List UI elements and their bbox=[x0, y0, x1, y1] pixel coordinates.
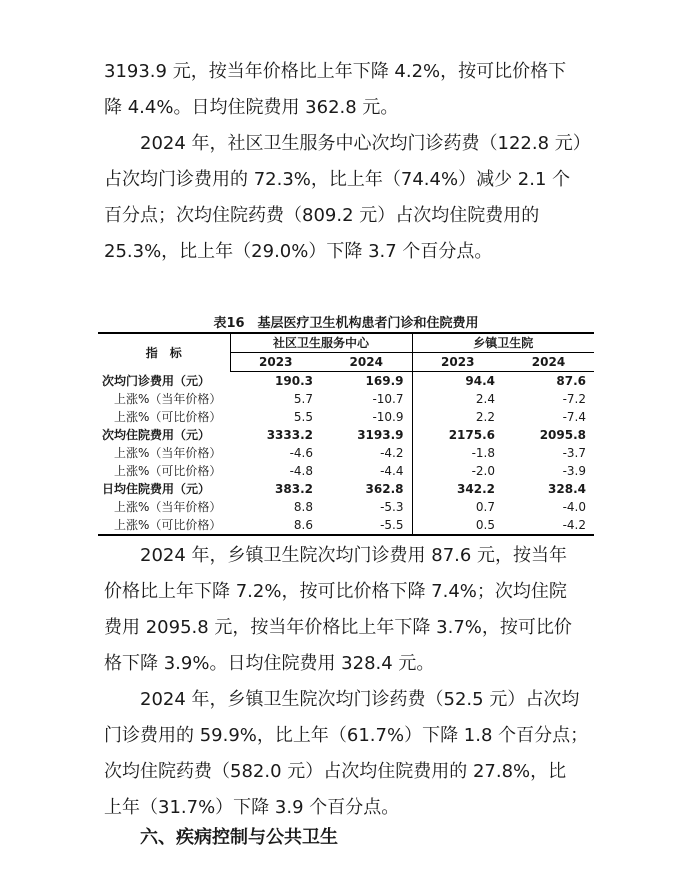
cell-value: 5.5 bbox=[293, 410, 313, 424]
text-line: 2024 年，社区卫生服务中心次均门诊药费（122.8 元） bbox=[104, 133, 591, 154]
cell-value: -4.2 bbox=[321, 444, 412, 462]
row-label: 上涨%（可比价格） bbox=[114, 410, 222, 424]
paragraph-outpatient-continued bbox=[104, 54, 594, 126]
cell-value: -3.7 bbox=[562, 446, 586, 460]
cell-value: 328.4 bbox=[548, 482, 586, 496]
header-indicator: 指 标 bbox=[98, 333, 230, 372]
cell-value: 94.4 bbox=[465, 374, 495, 388]
cell-value: -4.8 bbox=[289, 464, 313, 478]
cell-value: -5.3 bbox=[321, 498, 412, 516]
text-line: 降 4.4%。日均住院费用 362.8 元。 bbox=[104, 97, 399, 118]
table-row bbox=[98, 498, 594, 516]
paragraph-township-costs bbox=[104, 538, 594, 682]
table-caption: 表16 基层医疗卫生机构患者门诊和住院费用 bbox=[213, 316, 479, 331]
cell-value: -4.2 bbox=[503, 516, 594, 535]
text-line: 25.3%，比上年（29.0%）下降 3.7 个百分点。 bbox=[104, 241, 493, 262]
table-row bbox=[98, 390, 594, 408]
table-row bbox=[98, 372, 594, 391]
header-year: 2024 bbox=[321, 353, 412, 372]
row-label: 日均住院费用（元） bbox=[102, 482, 211, 496]
cell-value: 190.3 bbox=[275, 374, 313, 388]
cell-value: 3193.9 bbox=[321, 426, 412, 444]
paragraph-community-drug-costs bbox=[104, 126, 594, 270]
cell-value: -3.9 bbox=[562, 464, 586, 478]
row-label: 上涨%（可比价格） bbox=[114, 464, 222, 478]
table-row bbox=[98, 426, 594, 444]
cell-value: -4.4 bbox=[321, 462, 412, 480]
table-row bbox=[98, 444, 594, 462]
header-group-community: 社区卫生服务中心 bbox=[230, 333, 412, 353]
header-year: 2023 bbox=[412, 353, 503, 372]
text-line: 格下降 3.9%。日均住院费用 328.4 元。 bbox=[104, 653, 435, 674]
row-label: 上涨%（当年价格） bbox=[114, 500, 222, 514]
cell-value: 342.2 bbox=[457, 482, 495, 496]
cell-value: 2.2 bbox=[475, 410, 495, 424]
table-row bbox=[98, 480, 594, 498]
cell-value: -7.4 bbox=[562, 410, 586, 424]
text-line: 3193.9 元，按当年价格比上年下降 4.2%，按可比价格下 bbox=[104, 61, 567, 82]
text-line: 占次均门诊费用的 72.3%，比上年（74.4%）减少 2.1 个 bbox=[104, 169, 571, 190]
cell-value: 8.6 bbox=[230, 516, 321, 535]
cell-value: 383.2 bbox=[275, 482, 313, 496]
cell-value: 0.7 bbox=[475, 500, 495, 514]
cell-value: 3333.2 bbox=[266, 428, 313, 442]
text-line: 费用 2095.8 元，按当年价格比上年下降 3.7%，按可比价 bbox=[104, 617, 572, 638]
cell-value: -10.7 bbox=[321, 390, 412, 408]
section-heading: 六、疾病控制与公共卫生 bbox=[104, 827, 338, 848]
cell-value: -2.0 bbox=[471, 464, 495, 478]
table-row bbox=[98, 462, 594, 480]
cell-value: 5.7 bbox=[293, 392, 313, 406]
table-row bbox=[98, 408, 594, 426]
cell-value: -1.8 bbox=[471, 446, 495, 460]
cell-value: 2.4 bbox=[475, 392, 495, 406]
table-row bbox=[98, 516, 594, 535]
row-label: 次均门诊费用（元） bbox=[102, 373, 211, 388]
cell-value: 362.8 bbox=[321, 480, 412, 498]
cell-value: 0.5 bbox=[412, 516, 503, 535]
text-line: 价格比上年下降 7.2%，按可比价格下降 7.4%；次均住院 bbox=[104, 581, 567, 602]
table-header-row bbox=[98, 333, 594, 353]
cell-value: -10.9 bbox=[321, 408, 412, 426]
cost-table bbox=[98, 332, 594, 536]
cell-value: 2175.6 bbox=[448, 428, 495, 442]
paragraph-township-drug-costs bbox=[104, 682, 594, 826]
row-label: 上涨%（可比价格） bbox=[98, 516, 230, 535]
text-line: 2024 年，乡镇卫生院次均门诊费用 87.6 元，按当年 bbox=[104, 545, 568, 566]
header-year: 2023 bbox=[230, 353, 321, 372]
cell-value: 2095.8 bbox=[539, 428, 586, 442]
row-label: 上涨%（当年价格） bbox=[114, 446, 222, 460]
cell-value: -4.6 bbox=[289, 446, 313, 460]
text-line: 次均住院药费（582.0 元）占次均住院费用的 27.8%，比 bbox=[104, 761, 567, 782]
row-label: 上涨%（当年价格） bbox=[114, 392, 222, 406]
row-label: 次均住院费用（元） bbox=[102, 428, 211, 442]
text-line: 2024 年，乡镇卫生院次均门诊药费（52.5 元）占次均 bbox=[104, 689, 580, 710]
text-line: 门诊费用的 59.9%，比上年（61.7%）下降 1.8 个百分点； bbox=[104, 725, 589, 746]
cell-value: 87.6 bbox=[556, 374, 586, 388]
cell-value: 169.9 bbox=[321, 372, 412, 391]
text-line: 百分点；次均住院药费（809.2 元）占次均住院费用的 bbox=[104, 205, 540, 226]
cell-value: -7.2 bbox=[562, 392, 586, 406]
header-year: 2024 bbox=[503, 353, 594, 372]
text-line: 上年（31.7%）下降 3.9 个百分点。 bbox=[104, 797, 400, 818]
cell-value: 8.8 bbox=[293, 500, 313, 514]
header-group-township: 乡镇卫生院 bbox=[412, 333, 594, 353]
cell-value: -4.0 bbox=[562, 500, 586, 514]
cell-value: -5.5 bbox=[321, 516, 412, 535]
